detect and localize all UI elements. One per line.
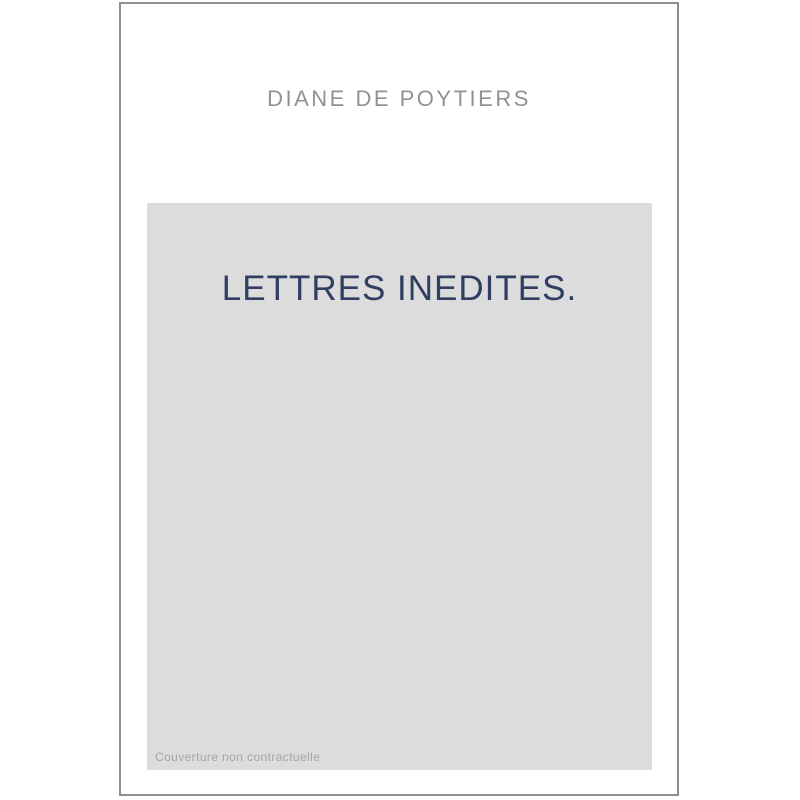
author-name: DIANE DE POYTIERS bbox=[267, 86, 531, 111]
book-title: LETTRES INEDITES. bbox=[221, 269, 578, 308]
cover-disclaimer: Couverture non contractuelle bbox=[155, 750, 321, 764]
book-cover-page bbox=[119, 2, 679, 796]
cover-placeholder-box bbox=[147, 203, 652, 770]
